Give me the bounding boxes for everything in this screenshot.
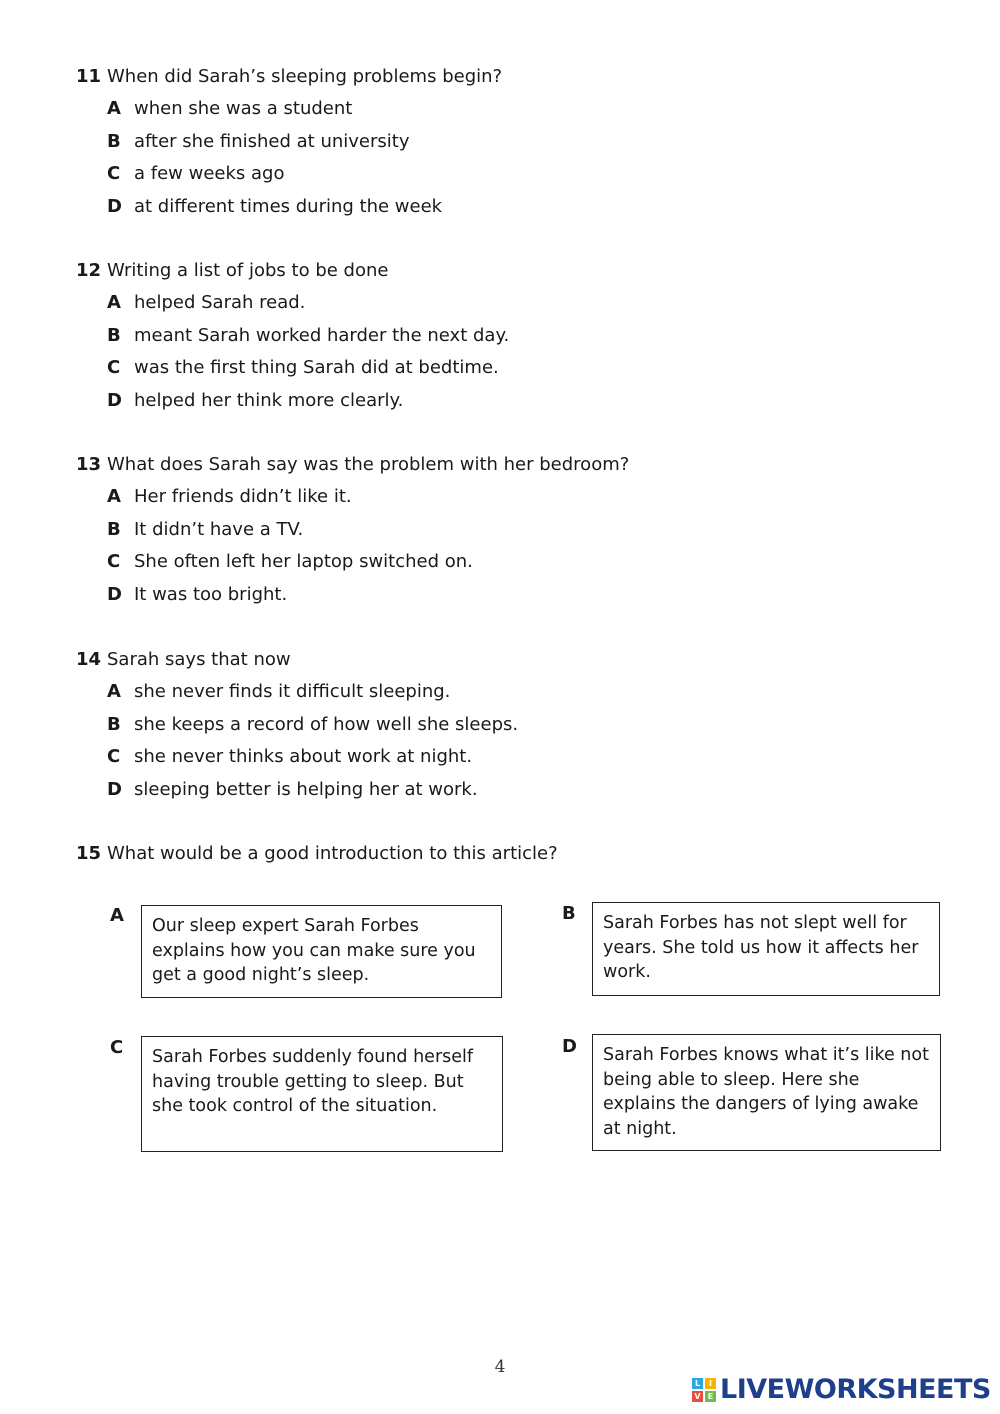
option-text: It didn’t have a TV. — [134, 518, 304, 540]
logo-blocks-icon — [692, 1378, 716, 1402]
option-b[interactable] — [76, 519, 629, 552]
option-b[interactable] — [76, 714, 518, 747]
question-12 — [76, 260, 509, 422]
page-number: 4 — [494, 1357, 506, 1377]
option-text: Her friends didn’t like it. — [134, 486, 352, 507]
question-text: What does Sarah say was the problem with her bedroom? — [107, 454, 630, 475]
question-11 — [76, 66, 502, 228]
option-text: at different times during the week — [134, 195, 443, 217]
option-a[interactable] — [76, 486, 629, 519]
option-d[interactable] — [76, 390, 509, 423]
option-letter: A — [107, 292, 121, 313]
option-letter: A — [107, 98, 121, 119]
intro-option-d-text: Sarah Forbes knows what it’s like not being able to sleep. Here she explains the dangers of lying awake at night. — [603, 1045, 929, 1139]
option-c[interactable] — [76, 163, 502, 196]
option-text: meant Sarah worked harder the next day. — [134, 324, 510, 346]
option-letter: B — [107, 130, 121, 152]
option-letter: C — [107, 163, 121, 184]
logo-block: E — [705, 1391, 716, 1402]
option-letter: D — [107, 195, 122, 217]
intro-option-b-letter: B — [562, 903, 576, 924]
question-text: What would be a good introduction to this article? — [107, 843, 558, 864]
intro-option-d-letter: D — [562, 1036, 577, 1057]
intro-option-a-text: Our sleep expert Sarah Forbes explains how you can make sure you get a good night’s sleep. — [152, 916, 476, 985]
question-number: 13 — [76, 454, 102, 475]
option-text: she never finds it difficult sleeping. — [134, 681, 451, 702]
liveworksheets-logo — [692, 1374, 991, 1405]
option-text: she keeps a record of how well she sleeps. — [134, 713, 519, 735]
option-letter: B — [107, 324, 121, 346]
option-a[interactable] — [76, 292, 509, 325]
question-15 — [76, 843, 558, 875]
question-number: 12 — [76, 260, 102, 281]
option-text: she never thinks about work at night. — [134, 746, 473, 767]
option-c[interactable] — [76, 551, 629, 584]
logo-block: I — [705, 1378, 716, 1389]
intro-option-c-letter: C — [110, 1037, 124, 1058]
question-number: 15 — [76, 843, 102, 864]
question-text: Sarah says that now — [107, 649, 291, 670]
intro-option-a-box[interactable] — [141, 905, 502, 998]
intro-option-a-letter: A — [110, 905, 124, 926]
intro-option-d-box[interactable] — [592, 1034, 941, 1151]
option-letter: B — [107, 518, 121, 540]
option-a[interactable] — [76, 98, 502, 131]
option-letter: D — [107, 583, 122, 605]
option-text: a few weeks ago — [134, 163, 285, 184]
option-text: helped Sarah read. — [134, 292, 306, 313]
option-a[interactable] — [76, 681, 518, 714]
option-letter: C — [107, 551, 121, 572]
logo-block: V — [692, 1391, 703, 1402]
question-text: Writing a list of jobs to be done — [107, 260, 389, 281]
intro-option-b-text: Sarah Forbes has not slept well for years. She told us how it affects her work. — [603, 913, 919, 982]
option-letter: B — [107, 713, 121, 735]
option-text: was the first thing Sarah did at bedtime. — [134, 357, 499, 378]
question-number: 11 — [76, 66, 102, 87]
option-text: She often left her laptop switched on. — [134, 551, 473, 572]
option-text: It was too bright. — [134, 583, 288, 605]
logo-text: LIVEWORKSHEETS — [720, 1374, 991, 1405]
option-letter: A — [107, 486, 121, 507]
option-d[interactable] — [76, 779, 518, 812]
option-d[interactable] — [76, 584, 629, 617]
option-text: when she was a student — [134, 98, 353, 119]
option-d[interactable] — [76, 196, 502, 229]
question-13 — [76, 454, 629, 616]
option-text: sleeping better is helping her at work. — [134, 778, 478, 800]
logo-block: L — [692, 1378, 703, 1389]
option-c[interactable] — [76, 357, 509, 390]
question-text: When did Sarah’s sleeping problems begin? — [107, 66, 503, 87]
option-b[interactable] — [76, 325, 509, 358]
option-text: after she finished at university — [134, 130, 410, 152]
option-c[interactable] — [76, 746, 518, 779]
intro-option-c-text: Sarah Forbes suddenly found herself having trouble getting to sleep. But she took control of the situation. — [152, 1047, 474, 1116]
option-b[interactable] — [76, 131, 502, 164]
option-letter: D — [107, 389, 122, 411]
question-14 — [76, 649, 518, 811]
option-letter: A — [107, 681, 121, 702]
option-text: helped her think more clearly. — [134, 389, 404, 411]
question-number: 14 — [76, 649, 102, 670]
intro-option-b-box[interactable] — [592, 902, 940, 996]
option-letter: D — [107, 778, 122, 800]
option-letter: C — [107, 746, 121, 767]
option-letter: C — [107, 357, 121, 378]
intro-option-c-box[interactable] — [141, 1036, 503, 1152]
